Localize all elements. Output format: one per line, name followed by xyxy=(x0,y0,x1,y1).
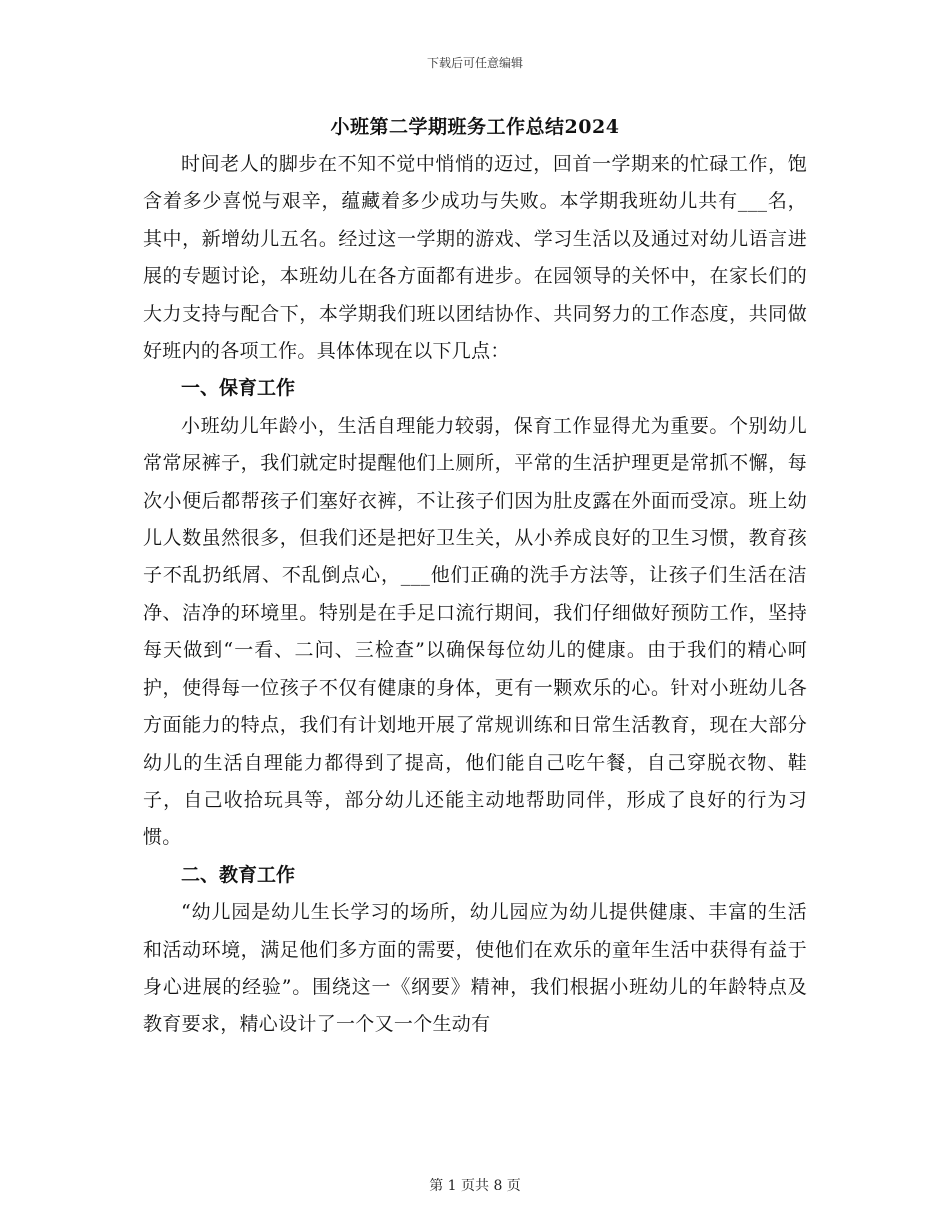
section-heading-education: 二、教育工作 xyxy=(181,863,296,886)
section-heading-childcare: 一、保育工作 xyxy=(181,377,296,400)
section-body-education: “幼儿园是幼儿生长学习的场所，幼儿园应为幼儿提供健康、丰富的生活和活动环境，满足他们多方面的需要，使他们在欢乐的童年生活中获得有益于身心进展的经验”。围绕这一《纲要》精神，我们根据小班幼儿的年龄特点及教育要求，精心设计了一个又一个生动有 xyxy=(143,901,807,1036)
page-number-footer: 第 1 页共 8 页 xyxy=(429,1178,521,1194)
document-body xyxy=(143,146,807,1044)
intro-paragraph: 时间老人的脚步在不知不觉中悄悄的迈过，回首一学期来的忙碌工作，饱含着多少喜悦与艰辛，蕴藏着多少成功与失败。本学期我班幼儿共有___名，其中，新增幼儿五名。经过这一学期的游戏、学习生活以及通过对幼儿语言进展的专题讨论，本班幼儿在各方面都有进步。在园领导的关怀中，在家长们的大力支持与配合下，本学期我们班以团结协作、共同努力的工作态度，共同做好班内的各项工作。具体体现在以下几点： xyxy=(143,153,807,363)
page-header-note: 下载后可任意编辑 xyxy=(426,56,523,70)
section-body-childcare: 小班幼儿年龄小，生活自理能力较弱，保育工作显得尤为重要。个别幼儿常常尿裤子，我们就定时提醒他们上厕所，平常的生活护理更是常抓不懈，每次小便后都帮孩子们塞好衣裤，不让孩子们因为肚皮露在外面而受凉。班上幼儿人数虽然很多，但我们还是把好卫生关，从小养成良好的卫生习惯，教育孩子不乱扔纸屑、不乱倒点心，___他们正确的洗手方法等，让孩子们生活在洁净、洁净的环境里。特别是在手足口流行期间，我们仔细做好预防工作，坚持每天做到“一看、二问、三检查”以确保每位幼儿的健康。由于我们的精心呵护，使得每一位孩子不仅有健康的身体，更有一颗欢乐的心。针对小班幼儿各方面能力的特点，我们有计划地开展了常规训练和日常生活教育，现在大部分幼儿的生活自理能力都得到了提高，他们能自己吃午餐，自己穿脱衣物、鞋子，自己收拾玩具等，部分幼儿还能主动地帮助同伴，形成了良好的行为习惯。 xyxy=(143,414,807,849)
document-title: 小班第二学期班务工作总结2024 xyxy=(330,116,620,138)
